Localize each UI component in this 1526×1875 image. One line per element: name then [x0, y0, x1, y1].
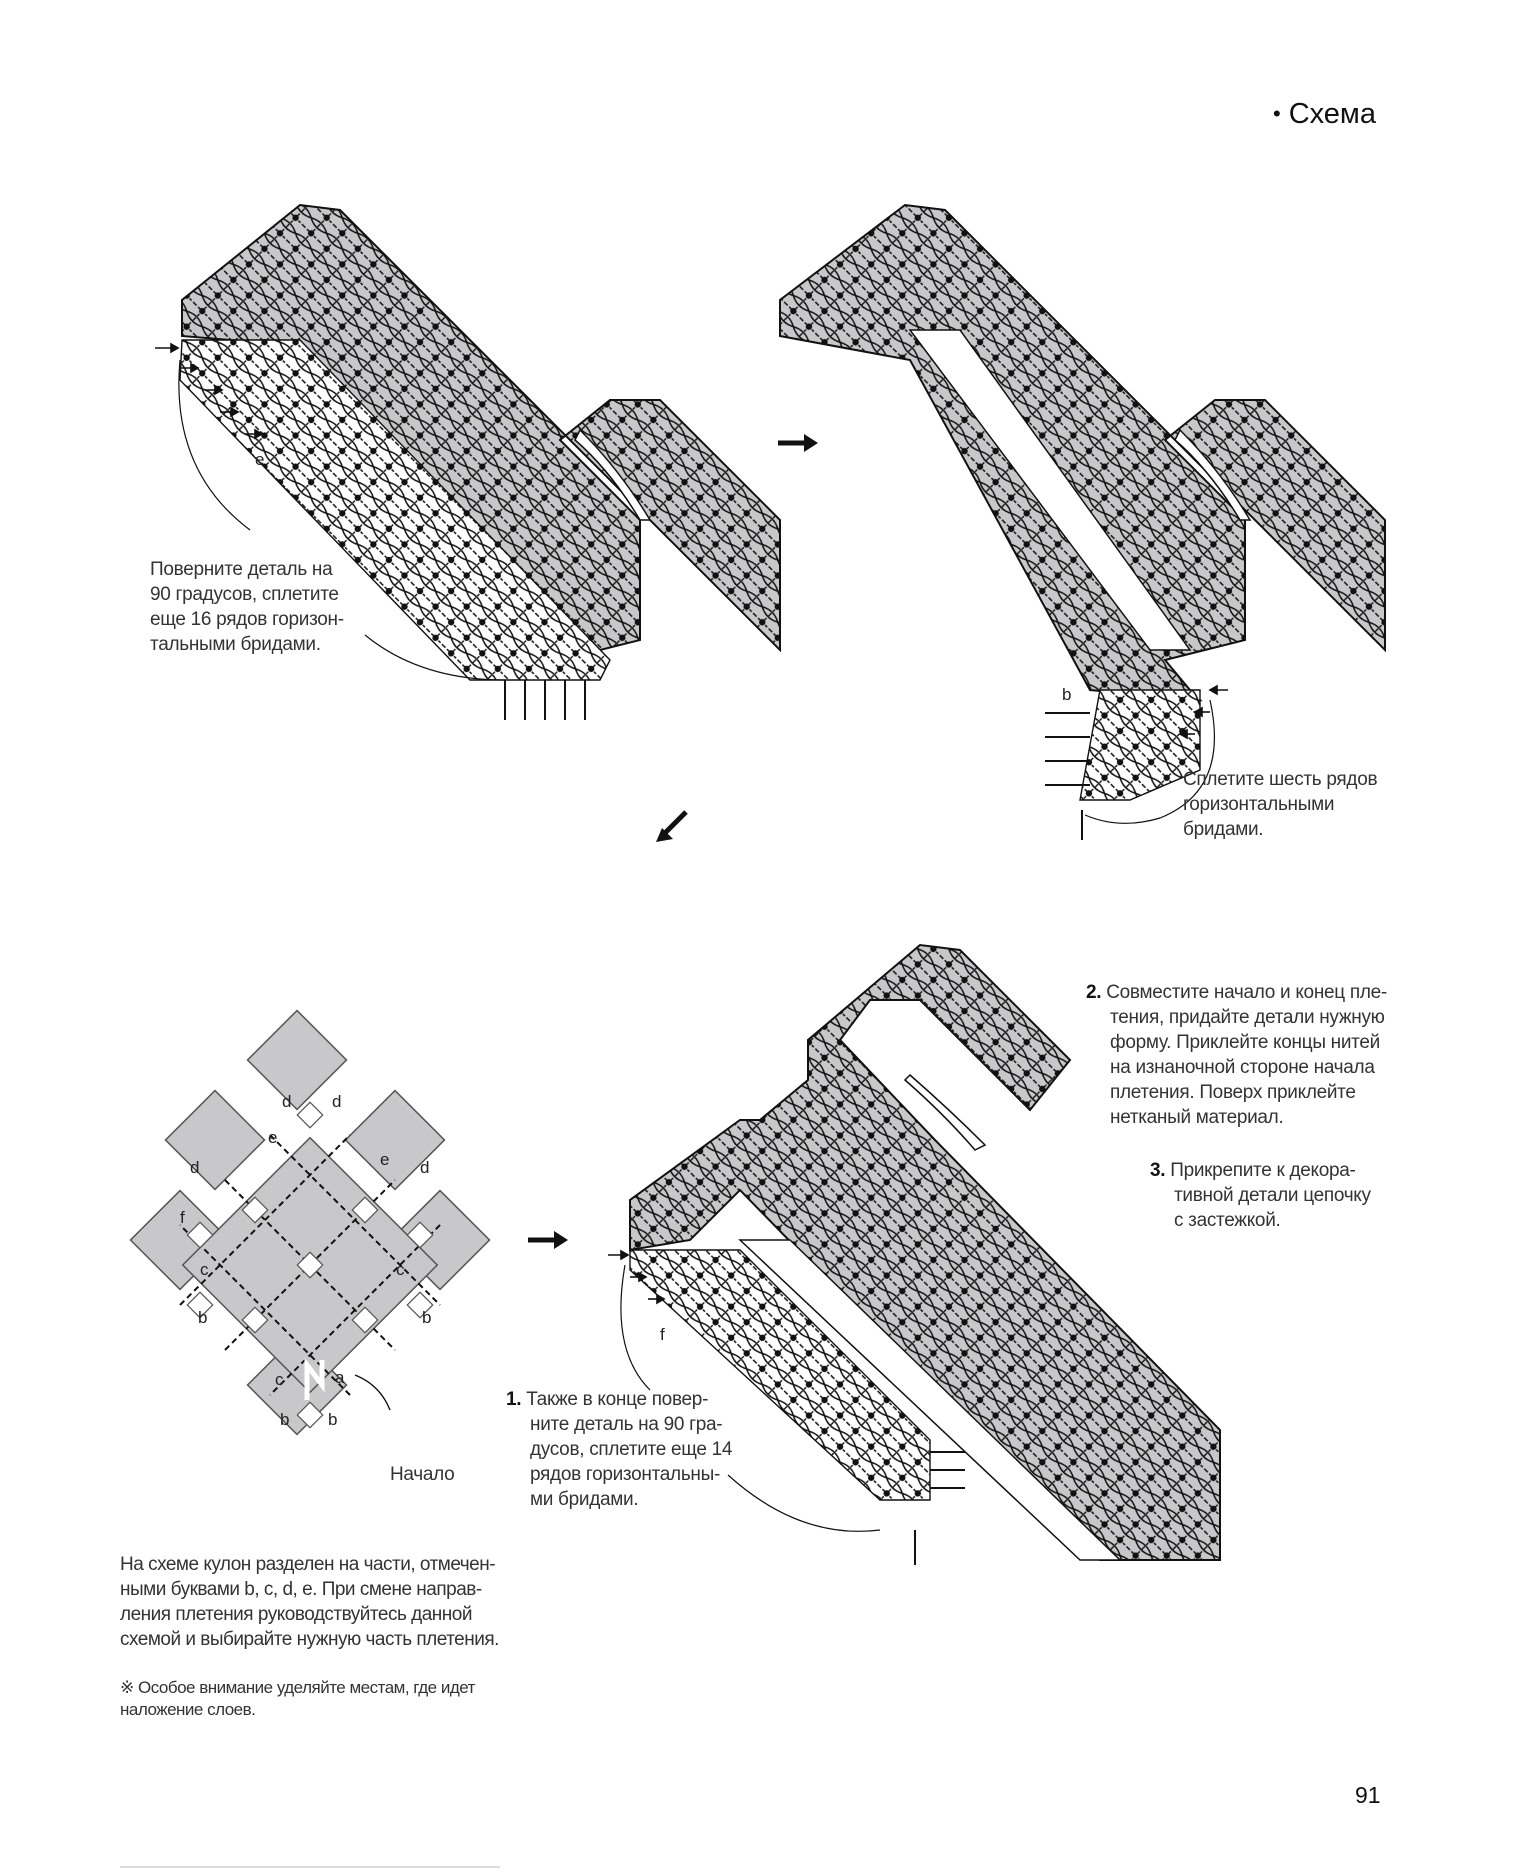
knot-start-label: Начало: [390, 1464, 455, 1485]
knot-label-e1: e: [268, 1128, 278, 1147]
scheme-note: [120, 1552, 499, 1652]
caption-2-line: Совместите начало и конец пле-: [1106, 982, 1387, 1003]
knot-label-f: f: [180, 1208, 185, 1227]
arrow-right-bottom: [528, 1231, 568, 1249]
caption-2-line: тения, придайте детали нужную: [1110, 1007, 1385, 1028]
caption-step-b: [1183, 767, 1377, 842]
caption-2-line: плетения. Поверх приклейте: [1110, 1082, 1356, 1103]
step-2-number: 2.: [1086, 982, 1102, 1003]
knot-scheme: [131, 1011, 490, 1435]
knot-label-b2: b: [422, 1308, 432, 1327]
knot-label-b3: b: [280, 1410, 290, 1429]
knot-label-b4: b: [328, 1410, 338, 1429]
caption-1-line: ните деталь на 90 гра-: [530, 1414, 723, 1435]
caption-2-line: на изнаночной стороне начала: [1110, 1057, 1375, 1078]
leader-line-c2: [728, 1475, 880, 1531]
knot-label-c2: c: [396, 1260, 405, 1279]
title-text: Схема: [1288, 98, 1376, 130]
page-number: 91: [1355, 1782, 1381, 1808]
caption-step-2: [1086, 980, 1387, 1130]
knot-label-c1: c: [200, 1260, 209, 1279]
caption-a-line: Поверните деталь на: [150, 559, 333, 580]
attention-line: наложение слоев.: [120, 1700, 256, 1719]
attention-note: [120, 1677, 475, 1721]
arrow-down-left: [656, 812, 686, 842]
step-1-number: 1.: [506, 1389, 522, 1410]
caption-2-line: форму. Приклейте концы нитей: [1110, 1032, 1380, 1053]
attention-line: ※ Особое внимание уделяйте местам, где идет: [120, 1678, 475, 1697]
caption-a-line: еще 16 рядов горизон-: [150, 609, 344, 630]
caption-step-a: [150, 557, 344, 657]
hook-shape-b: [780, 205, 1385, 700]
knot-label-b1: b: [198, 1308, 208, 1327]
knot-label-d1: d: [282, 1092, 292, 1111]
scheme-note-line: схемой и выбирайте нужную часть плетения.: [120, 1629, 499, 1650]
knot-label-d4: d: [420, 1158, 430, 1177]
knot-start-leader: [355, 1375, 390, 1410]
caption-1-line: дусов, сплетите еще 14: [530, 1439, 733, 1460]
knot-label-d3: d: [190, 1158, 200, 1177]
label-b-b: b: [1062, 685, 1072, 704]
knot-label-c3: c: [275, 1370, 284, 1389]
knot-label-a: a: [335, 1368, 345, 1387]
caption-step-1: [506, 1387, 732, 1512]
caption-3-line: с застежкой.: [1174, 1210, 1281, 1231]
caption-1-line: рядов горизонтальны-: [530, 1464, 721, 1485]
footer-rule: [120, 1866, 500, 1868]
scheme-note-line: На схеме кулон разделен на части, отмечен-: [120, 1554, 496, 1575]
caption-1-line: ми бридами.: [530, 1489, 639, 1510]
caption-b-line: бридами.: [1183, 819, 1264, 840]
caption-3-line: Прикрепите к декора-: [1170, 1160, 1356, 1181]
caption-3-line: тивной детали цепочку: [1174, 1185, 1371, 1206]
knot-label-e2: e: [380, 1150, 390, 1169]
label-f-c: f: [660, 1325, 665, 1344]
title-bullet: •: [1272, 101, 1281, 126]
step-3-number: 3.: [1150, 1160, 1166, 1181]
caption-a-line: тальными бридами.: [150, 634, 321, 655]
label-e-a: e: [255, 450, 265, 469]
caption-b-line: горизонтальными: [1183, 794, 1335, 815]
strand-unfinished-b: [1045, 690, 1200, 840]
caption-a-line: 90 градусов, сплетите: [150, 584, 339, 605]
caption-step-3: [1150, 1158, 1371, 1233]
arrow-right-top: [778, 434, 818, 452]
scheme-note-line: ления плетения руководствуйтесь данной: [120, 1604, 472, 1625]
scheme-note-line: ными буквами b, c, d, e. При смене направ-: [120, 1579, 482, 1600]
knot-label-d2: d: [332, 1092, 342, 1111]
caption-2-line: нетканый материал.: [1110, 1107, 1284, 1128]
caption-1-line: Также в конце повер-: [526, 1389, 709, 1410]
caption-b-line: Сплетите шесть рядов: [1183, 769, 1378, 790]
